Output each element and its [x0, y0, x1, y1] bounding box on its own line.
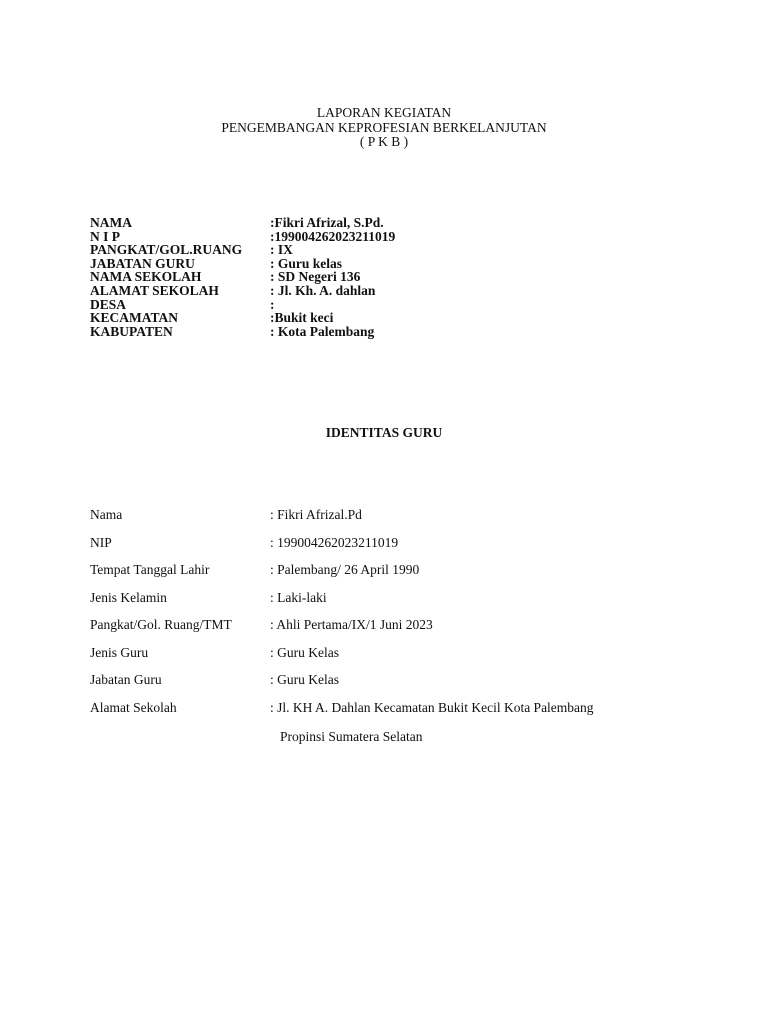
- field-label: Jenis Guru: [90, 644, 149, 660]
- report-title: [0, 106, 768, 150]
- identity-fields: [90, 507, 594, 727]
- field-label: ALAMAT SEKOLAH: [90, 282, 219, 298]
- field-value: :Fikri Afrizal, S.Pd.: [270, 215, 384, 230]
- field-value: :199004262023211019: [270, 228, 396, 244]
- field-label: N I P: [90, 228, 120, 244]
- field-label: Pangkat/Gol. Ruang/TMT: [90, 617, 232, 632]
- field-label: NAMA SEKOLAH: [90, 269, 202, 285]
- field-value: : Kota Palembang: [270, 323, 375, 339]
- field-value: : Guru kelas: [270, 255, 343, 271]
- field-label: Jenis Kelamin: [90, 589, 167, 605]
- field-value: : Palembang/ 26 April 1990: [270, 562, 420, 577]
- identity-row-alamat-sekolah: [90, 700, 594, 728]
- field-value: : Fikri Afrizal.Pd: [270, 507, 362, 522]
- identity-row-pangkat: [90, 617, 594, 645]
- field-value: : Laki-laki: [270, 589, 327, 605]
- field-value: : Ahli Pertama/IX/1 Juni 2023: [270, 617, 433, 632]
- identity-row-jabatan-guru: [90, 672, 594, 700]
- field-label: Alamat Sekolah: [90, 699, 177, 715]
- field-value: : 199004262023211019: [270, 534, 399, 550]
- header-row-nama: [90, 216, 395, 230]
- header-row-kecamatan: [90, 311, 395, 325]
- title-line-1: LAPORAN KEGIATAN: [316, 105, 452, 120]
- field-value: :Bukit keci: [270, 310, 334, 326]
- header-row-jabatan: [90, 257, 395, 271]
- header-row-nama-sekolah: [90, 270, 395, 284]
- header-row-pangkat: [90, 243, 395, 257]
- field-label: KECAMATAN: [90, 310, 178, 326]
- field-value: : Jl. Kh. A. dahlan: [270, 282, 376, 298]
- title-line-3: ( P K B ): [359, 134, 409, 149]
- section-title: IDENTITAS GURU: [325, 425, 443, 440]
- field-value: : SD Negeri 136: [270, 269, 361, 285]
- field-label: JABATAN GURU: [90, 255, 195, 271]
- header-row-nip: [90, 230, 395, 244]
- header-row-kabupaten: [90, 325, 395, 339]
- field-label: KABUPATEN: [90, 323, 173, 339]
- field-label: NAMA: [90, 215, 132, 230]
- field-value: : IX: [270, 242, 293, 258]
- field-value: : Guru Kelas: [270, 672, 339, 687]
- field-label: Nama: [90, 507, 123, 522]
- field-label: DESA: [90, 296, 127, 312]
- field-label: Tempat Tanggal Lahir: [90, 562, 210, 577]
- field-value: : Guru Kelas: [270, 644, 339, 660]
- title-line-2: PENGEMBANGAN KEPROFESIAN BERKELANJUTAN: [221, 119, 547, 135]
- header-row-desa: [90, 298, 395, 312]
- header-row-alamat-sekolah: [90, 284, 395, 298]
- identity-row-ttl: [90, 562, 594, 590]
- field-value: : Jl. KH A. Dahlan Kecamatan Bukit Kecil Kota Palembang: [270, 699, 594, 715]
- identity-row-nama: [90, 507, 594, 535]
- field-value: :: [270, 296, 275, 312]
- header-fields: [90, 216, 395, 338]
- field-label: PANGKAT/GOL.RUANG: [90, 242, 243, 258]
- field-label: Jabatan Guru: [90, 672, 162, 687]
- identity-row-jenis-guru: [90, 645, 594, 673]
- identity-row-jenis-kelamin: [90, 590, 594, 618]
- address-continuation: Propinsi Sumatera Selatan: [280, 729, 423, 744]
- identity-row-nip: [90, 535, 594, 563]
- field-label: NIP: [90, 534, 112, 550]
